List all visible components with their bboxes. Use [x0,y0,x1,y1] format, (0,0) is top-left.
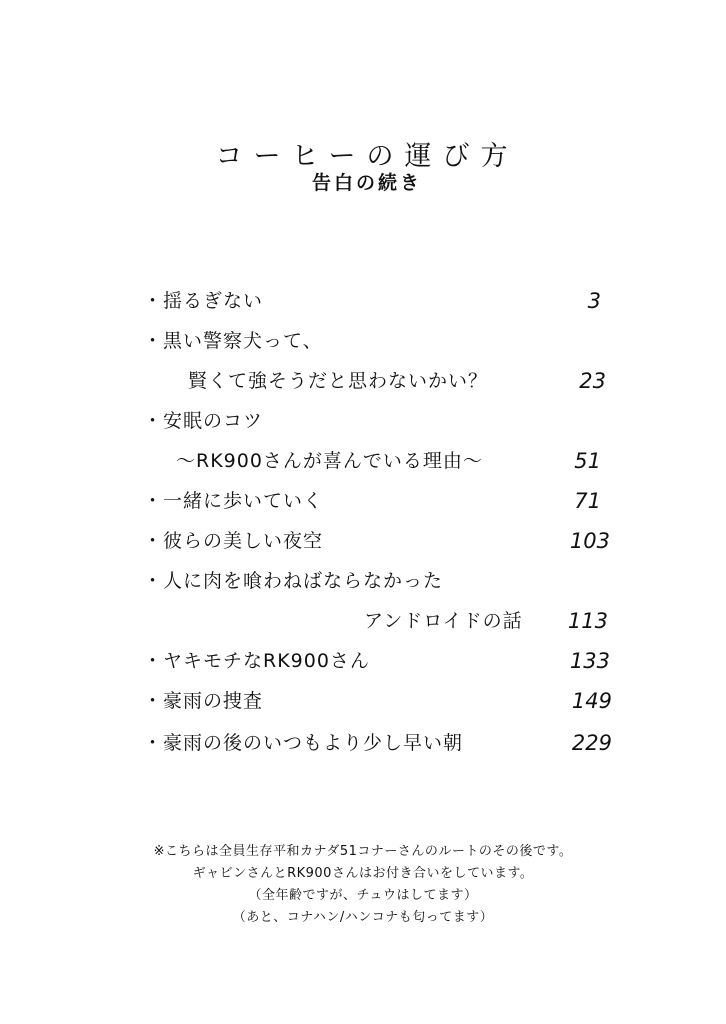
toc-entry-page [521,326,601,356]
footnote-line: （あと、コナハン/ハンコナも匂ってます） [232,910,494,925]
toc-entry-page [521,406,601,436]
toc-entry-title-continued: 賢くて強そうだと思わないかい？ [188,370,489,392]
toc-entry-page: 3 [587,289,601,313]
footnote-line: ※こちらは全員生存平和カナダ51コナーさんのルートのその後です。 [153,844,573,859]
toc-entry-title: ・人に肉を喰わねばならなかった [143,570,444,592]
toc-entry-title: ・彼らの美しい夜空 [143,530,324,552]
toc-entry-page: 71 [574,489,601,513]
footnote-line: （全年齢ですが、チュウはしてます） [248,888,478,903]
toc-entry-title: ・ヤキモチなRK900さん [143,650,370,672]
toc-entry-title: ・豪雨の捜査 [143,690,264,712]
toc-entry-page: 229 [571,731,612,755]
toc-entry-title: ・揺るぎない [143,290,264,312]
toc-entry-title-continued: アンドロイドの話 [364,610,523,632]
toc-entry-page: 113 [567,609,608,633]
page-title: コーヒーの運び方 [215,141,519,172]
page-subtitle: 告白の続き [311,172,422,194]
toc-entry-title-continued: 〜RK900さんが喜んでいる理由〜 [176,450,483,472]
toc-entry-page: 133 [569,649,610,673]
toc-entry-page: 23 [579,369,606,393]
toc-entry-page: 149 [571,689,612,713]
toc-entry-title: ・一緒に歩いていく [143,490,324,512]
footnote-line: ギャビンさんとRK900さんはお付き合いをしています。 [192,866,534,881]
toc-entry-page: 51 [574,449,601,473]
toc-entry-title: ・黒い警察犬って、 [143,330,323,352]
toc-entry-page [521,566,601,596]
footnote [0,841,726,929]
toc-entry-page: 103 [569,529,610,553]
toc-entry-title: ・豪雨の後のいつもより少し早い朝 [143,732,464,754]
toc-entry-title: ・安眠のコツ [143,410,264,432]
